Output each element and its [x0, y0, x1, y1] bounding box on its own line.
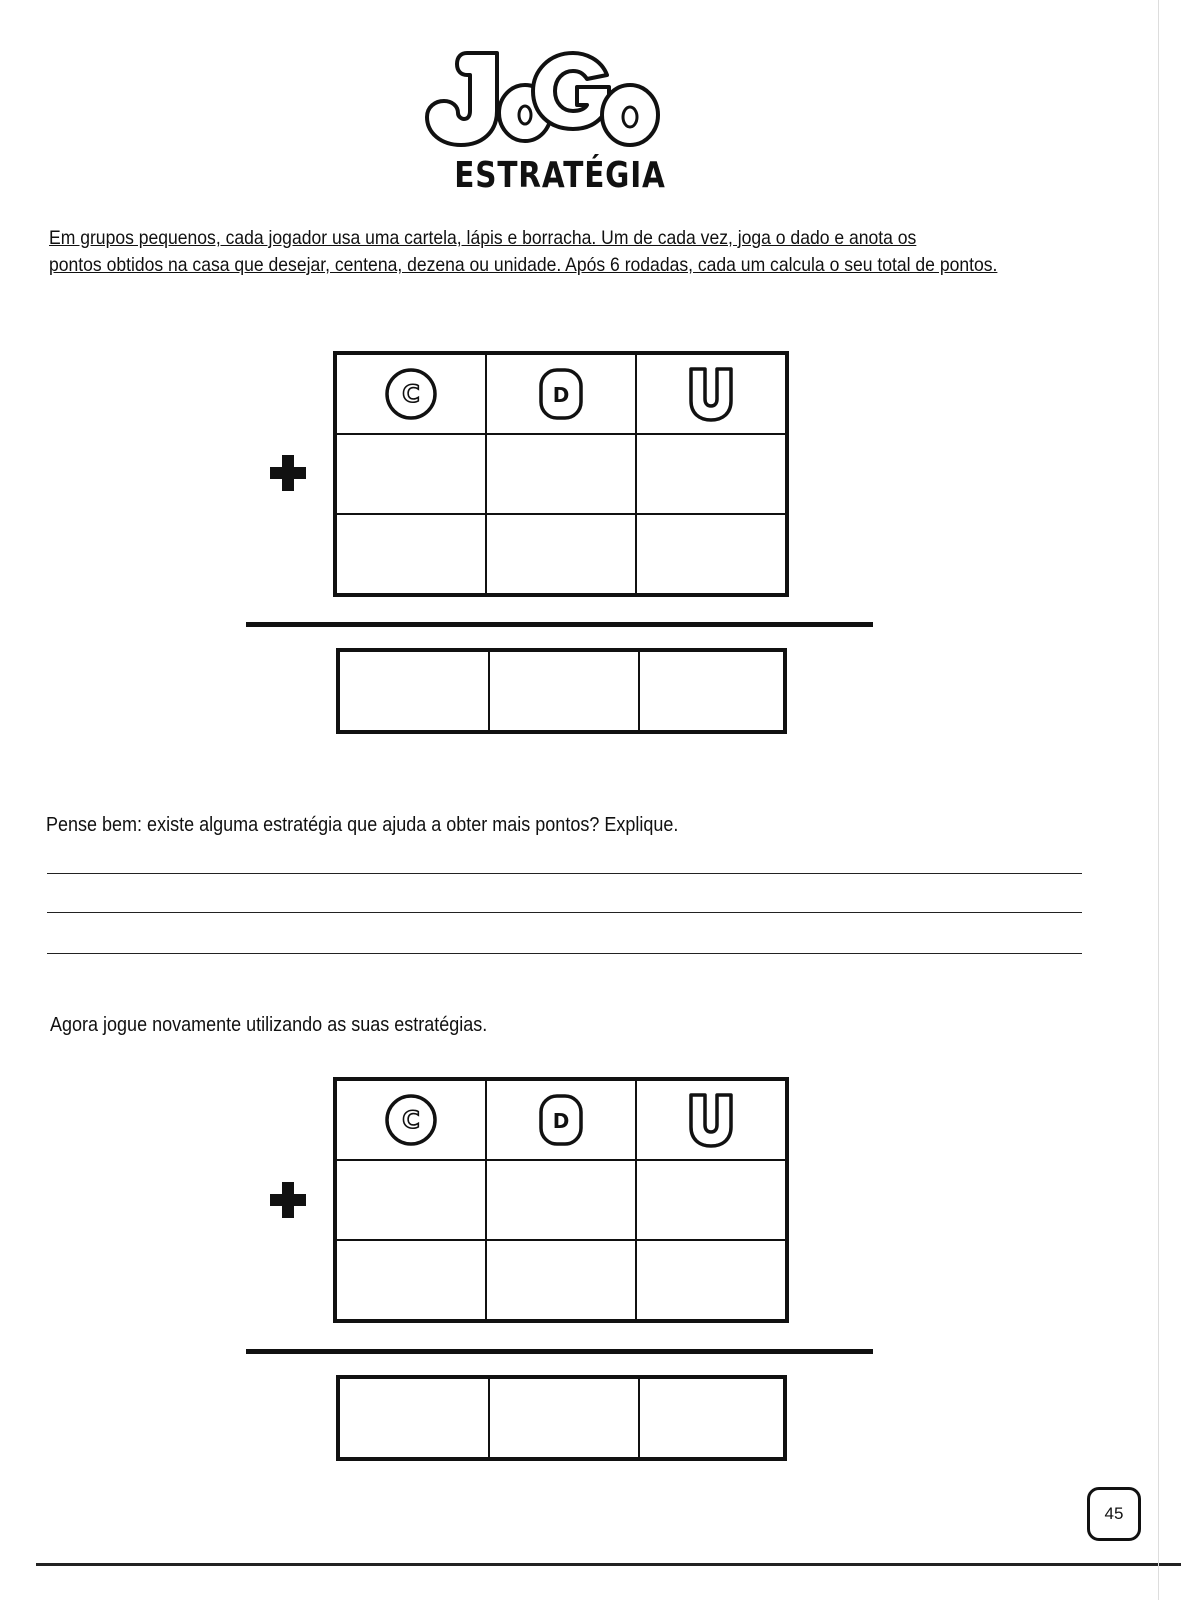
- page-edge: [1158, 0, 1159, 1600]
- game-board-1: [333, 351, 789, 597]
- sum-line: [246, 1349, 873, 1354]
- answer-line[interactable]: [47, 953, 1082, 954]
- input-cell[interactable]: [636, 1160, 786, 1240]
- svg-text:U: U: [710, 1127, 712, 1128]
- result-cell[interactable]: [639, 1378, 784, 1458]
- input-cell[interactable]: [486, 1240, 636, 1320]
- input-cell[interactable]: [336, 1160, 486, 1240]
- result-cell[interactable]: [489, 1378, 639, 1458]
- input-cell[interactable]: [486, 1160, 636, 1240]
- question-text: Pense bem: existe alguma estratégia que ajuda a obter mais pontos? Explique.: [46, 814, 679, 836]
- play-again-text: Agora jogue novamente utilizando as suas estratégias.: [50, 1014, 488, 1036]
- svg-text:D: D: [552, 1109, 570, 1133]
- instructions-line-2: pontos obtidos na casa que desejar, centena, dezena ou unidade. Após 6 rodadas, cada um calcula o seu total de pontos.: [49, 254, 998, 276]
- result-cell[interactable]: [339, 651, 489, 731]
- input-cell[interactable]: [636, 1240, 786, 1320]
- input-cell[interactable]: [336, 1240, 486, 1320]
- svg-text:C: C: [402, 380, 420, 408]
- input-cell[interactable]: [486, 514, 636, 594]
- column-header-centena: [336, 1080, 486, 1160]
- input-cell[interactable]: [486, 434, 636, 514]
- input-cell[interactable]: [336, 514, 486, 594]
- jogo-logo: [425, 45, 665, 150]
- plus-icon: [268, 453, 308, 493]
- svg-text:C: C: [402, 1106, 420, 1134]
- page-number: 45: [1087, 1487, 1141, 1541]
- result-row-1: [336, 648, 787, 734]
- page-subtitle: ESTRATÉGIA: [454, 155, 666, 196]
- answer-line[interactable]: [47, 873, 1082, 874]
- svg-text:D: D: [552, 383, 570, 407]
- bottom-rule: [36, 1563, 1181, 1566]
- result-cell[interactable]: [339, 1378, 489, 1458]
- column-header-centena: [336, 354, 486, 434]
- input-cell[interactable]: [336, 434, 486, 514]
- column-header-unidade: [636, 354, 786, 434]
- plus-icon: [268, 1180, 308, 1220]
- input-cell[interactable]: [636, 434, 786, 514]
- game-board-2: [333, 1077, 789, 1323]
- sum-line: [246, 622, 873, 627]
- logo-text: JOGO: [425, 45, 428, 46]
- result-row-2: [336, 1375, 787, 1461]
- column-header-dezena: [486, 354, 636, 434]
- result-cell[interactable]: [639, 651, 784, 731]
- instructions-line-1: Em grupos pequenos, cada jogador usa uma cartela, lápis e borracha. Um de cada vez, joga o dado e anota os: [49, 227, 917, 249]
- svg-text:U: U: [710, 401, 712, 402]
- result-cell[interactable]: [489, 651, 639, 731]
- input-cell[interactable]: [636, 514, 786, 594]
- answer-line[interactable]: [47, 912, 1082, 913]
- column-header-dezena: [486, 1080, 636, 1160]
- column-header-unidade: [636, 1080, 786, 1160]
